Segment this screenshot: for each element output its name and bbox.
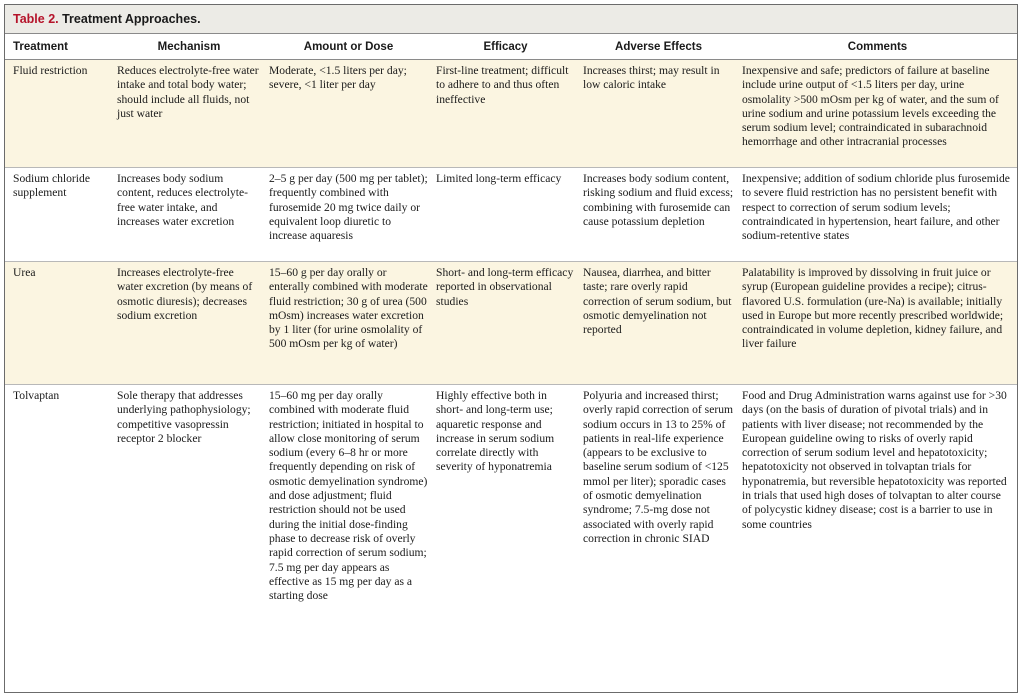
treatment-cell: Tolvaptan bbox=[5, 385, 113, 680]
table-row bbox=[5, 262, 1017, 385]
comments-cell: Inexpensive and safe; predictors of failure at baseline include urine output of <1.5 liters per day, urine osmolality >500 mOsm per kg of water, and the sum of urine sodium and urine potassium levels exceeding the serum sodium level; contraindicated in subarachnoid hemorrhage and other intracranial processes bbox=[738, 60, 1017, 168]
mechanism-cell: Reduces electrolyte-free water intake and total body water; should include all fluids, not just water bbox=[113, 60, 265, 168]
mechanism-cell: Sole therapy that addresses underlying pathophysiology; competitive vasopressin receptor 2 blocker bbox=[113, 385, 265, 680]
table-row bbox=[5, 385, 1017, 680]
comments-cell: Palatability is improved by dissolving in fruit juice or syrup (European guideline provides a recipe); citrus-flavored U.S. formulation (ure-Na) is available; initially used in Europe but more recently prescribed worldwide; contraindicated in volume depletion, kidney failure, and liver failure bbox=[738, 262, 1017, 385]
treatment-cell: Sodium chloride supplement bbox=[5, 168, 113, 262]
dose-cell: 2–5 g per day (500 mg per tablet); frequently combined with furosemide 20 mg twice daily or equivalent loop diuretic to increase aquaresis bbox=[265, 168, 432, 262]
adverse-effects-cell: Increases thirst; may result in low caloric intake bbox=[579, 60, 738, 168]
column-header-dose: Amount or Dose bbox=[265, 34, 432, 60]
table-title bbox=[5, 5, 1017, 34]
efficacy-cell: Short- and long-term efficacy reported in observational studies bbox=[432, 262, 579, 385]
adverse-effects-cell: Polyuria and increased thirst; overly rapid correction of serum sodium occurs in 13 to 25% of patients in real-life experience (appears to be exclusive to baseline serum sodium of <125 mmol per liter); sporadic cases of osmotic demyelination syndrome; 7.5-mg dose not associated with overly rapid correction in chronic SIAD bbox=[579, 385, 738, 680]
header-row bbox=[5, 34, 1017, 60]
table-row bbox=[5, 60, 1017, 168]
table-number: Table 2. bbox=[13, 12, 59, 26]
column-header-treatment: Treatment bbox=[5, 34, 113, 60]
comments-cell: Food and Drug Administration warns against use for >30 days (on the basis of duration of pivotal trials) and in patients with liver disease; not recommended by the European guideline owing to risks of overly rapid correction of serum sodium level and hepatotoxicity; hepatotoxicity not observed in tolvaptan trials for hyponatremia, but reversible hepatotoxicity was reported in trials that used high doses of tolvaptan to alter course of polycystic kidney disease; cost is a barrier to use in some countries bbox=[738, 385, 1017, 680]
adverse-effects-cell: Nausea, diarrhea, and bitter taste; rare overly rapid correction of serum sodium, but osmotic demyelination not reported bbox=[579, 262, 738, 385]
comments-cell: Inexpensive; addition of sodium chloride plus furosemide to severe fluid restriction has no persistent benefit with respect to correction of serum sodium levels; contraindicated in hypertension, heart failure, and other sodium-retentive states bbox=[738, 168, 1017, 262]
table-name: Treatment Approaches. bbox=[62, 12, 201, 26]
treatment-cell: Fluid restriction bbox=[5, 60, 113, 168]
mechanism-cell: Increases electrolyte-free water excretion (by means of osmotic diuresis); decreases sodium excretion bbox=[113, 262, 265, 385]
column-header-mechanism: Mechanism bbox=[113, 34, 265, 60]
column-header-efficacy: Efficacy bbox=[432, 34, 579, 60]
efficacy-cell: Highly effective both in short- and long-term use; aquaretic response and increase in serum sodium correlate directly with severity of hyponatremia bbox=[432, 385, 579, 680]
efficacy-cell: Limited long-term efficacy bbox=[432, 168, 579, 262]
mechanism-cell: Increases body sodium content, reduces electrolyte-free water intake, and increases water excretion bbox=[113, 168, 265, 262]
column-header-adverse-effects: Adverse Effects bbox=[579, 34, 738, 60]
table-row bbox=[5, 168, 1017, 262]
adverse-effects-cell: Increases body sodium content, risking sodium and fluid excess; combining with furosemide can cause potassium depletion bbox=[579, 168, 738, 262]
dose-cell: Moderate, <1.5 liters per day; severe, <1 liter per day bbox=[265, 60, 432, 168]
treatment-table bbox=[5, 34, 1017, 680]
column-header-comments: Comments bbox=[738, 34, 1017, 60]
treatment-cell: Urea bbox=[5, 262, 113, 385]
efficacy-cell: First-line treatment; difficult to adhere to and thus often ineffective bbox=[432, 60, 579, 168]
table-frame bbox=[4, 4, 1018, 693]
dose-cell: 15–60 mg per day orally combined with moderate fluid restriction; initiated in hospital to allow close monitoring of serum sodium (every 6–8 hr or more frequently depending on risk of osmotic demyelination syndrome) and dose adjustment; fluid restriction should not be used during the initial dose-finding phase to decrease risk of overly rapid correction of serum sodium; 7.5 mg per day appears as effective as 15 mg per day as a starting dose bbox=[265, 385, 432, 680]
dose-cell: 15–60 g per day orally or enterally combined with moderate fluid restriction; 30 g of urea (500 mOsm) increases water excretion by 1 liter (for urine osmolality of 500 mOsm per kg of water) bbox=[265, 262, 432, 385]
